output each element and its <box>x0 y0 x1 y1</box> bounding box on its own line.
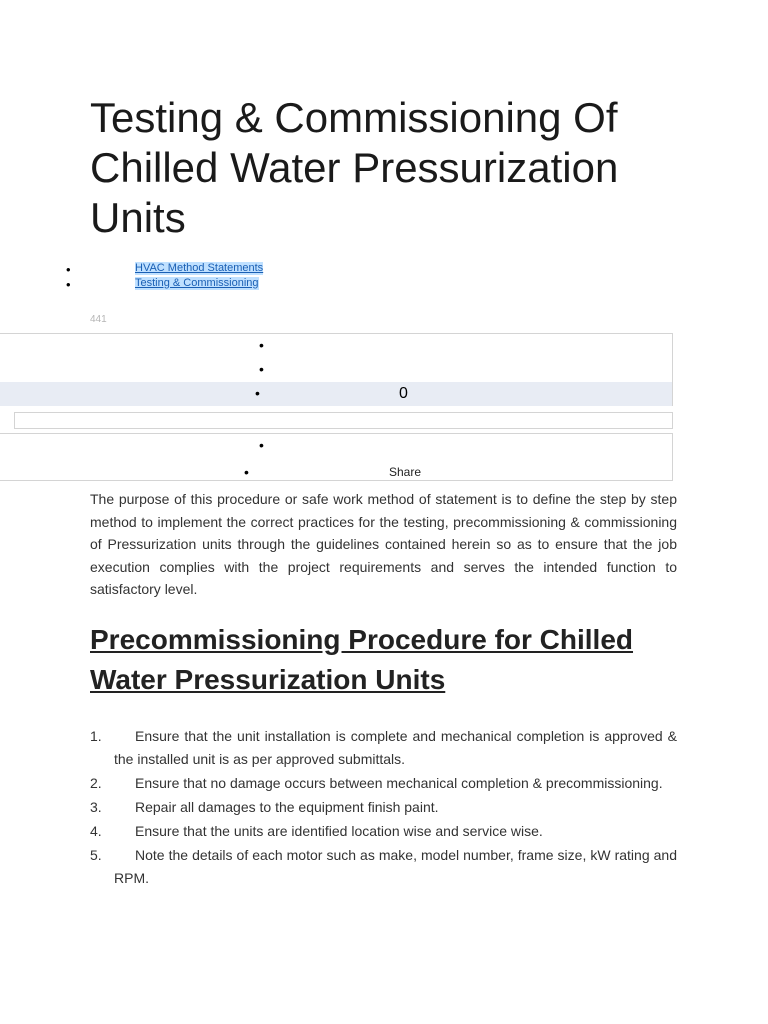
share-bar <box>0 433 673 481</box>
list-item <box>90 844 677 890</box>
section-heading: Precommissioning Procedure for Chilled Water Pressurization Units <box>90 624 634 695</box>
comment-row[interactable] <box>0 382 672 406</box>
step-number: 4. <box>90 823 102 839</box>
step-text: Ensure that the units are identified location wise and service wise. <box>135 823 543 839</box>
action-bar <box>0 333 673 406</box>
list-item <box>90 796 677 819</box>
category-link-hvac-method-statements[interactable]: HVAC Method Statements <box>135 262 264 274</box>
action-row <box>0 358 672 382</box>
action-row <box>0 334 672 358</box>
bullet-icon: • <box>259 337 264 353</box>
bullet-icon: • <box>259 361 264 377</box>
step-text: Note the details of each motor such as make, model number, frame size, kW rating and RPM. <box>114 847 677 886</box>
list-item <box>90 725 677 771</box>
step-number: 3. <box>90 799 102 815</box>
steps-list <box>90 725 677 891</box>
page-title: Testing & Commissioning Of Chilled Water Pressurization Units <box>90 94 619 241</box>
bullet-icon: • <box>244 464 249 480</box>
step-text: Repair all damages to the equipment finish paint. <box>135 799 439 815</box>
share-button[interactable]: Share <box>389 465 422 479</box>
list-item <box>90 820 677 843</box>
view-count: 441 <box>90 314 107 325</box>
step-text: Ensure that the unit installation is complete and mechanical completion is approved & the installed unit is as per approved submittals. <box>114 728 677 767</box>
step-number: 2. <box>90 775 102 791</box>
empty-panel <box>14 412 673 429</box>
intro-paragraph: The purpose of this procedure or safe work method of statement is to define the step by step method to implement the correct practices for the testing, precommissioning & commissioning of Pressurization units through the guidelines contained herein so as to ensure that the job execution complies with the project requirements and serves the intended function to satisfactory level. <box>90 491 677 598</box>
bullet-icon: • <box>66 277 71 292</box>
action-row <box>0 434 672 458</box>
bullet-icon: • <box>66 262 71 277</box>
category-link-testing-commissioning[interactable]: Testing & Commissioning <box>135 277 259 289</box>
bullet-icon: • <box>255 385 260 401</box>
list-item <box>90 772 677 795</box>
step-number: 5. <box>90 847 102 863</box>
step-number: 1. <box>90 728 102 744</box>
bullet-icon: • <box>259 437 264 453</box>
step-text: Ensure that no damage occurs between mechanical completion & precommissioning. <box>135 775 663 791</box>
comment-count: 0 <box>399 385 408 402</box>
